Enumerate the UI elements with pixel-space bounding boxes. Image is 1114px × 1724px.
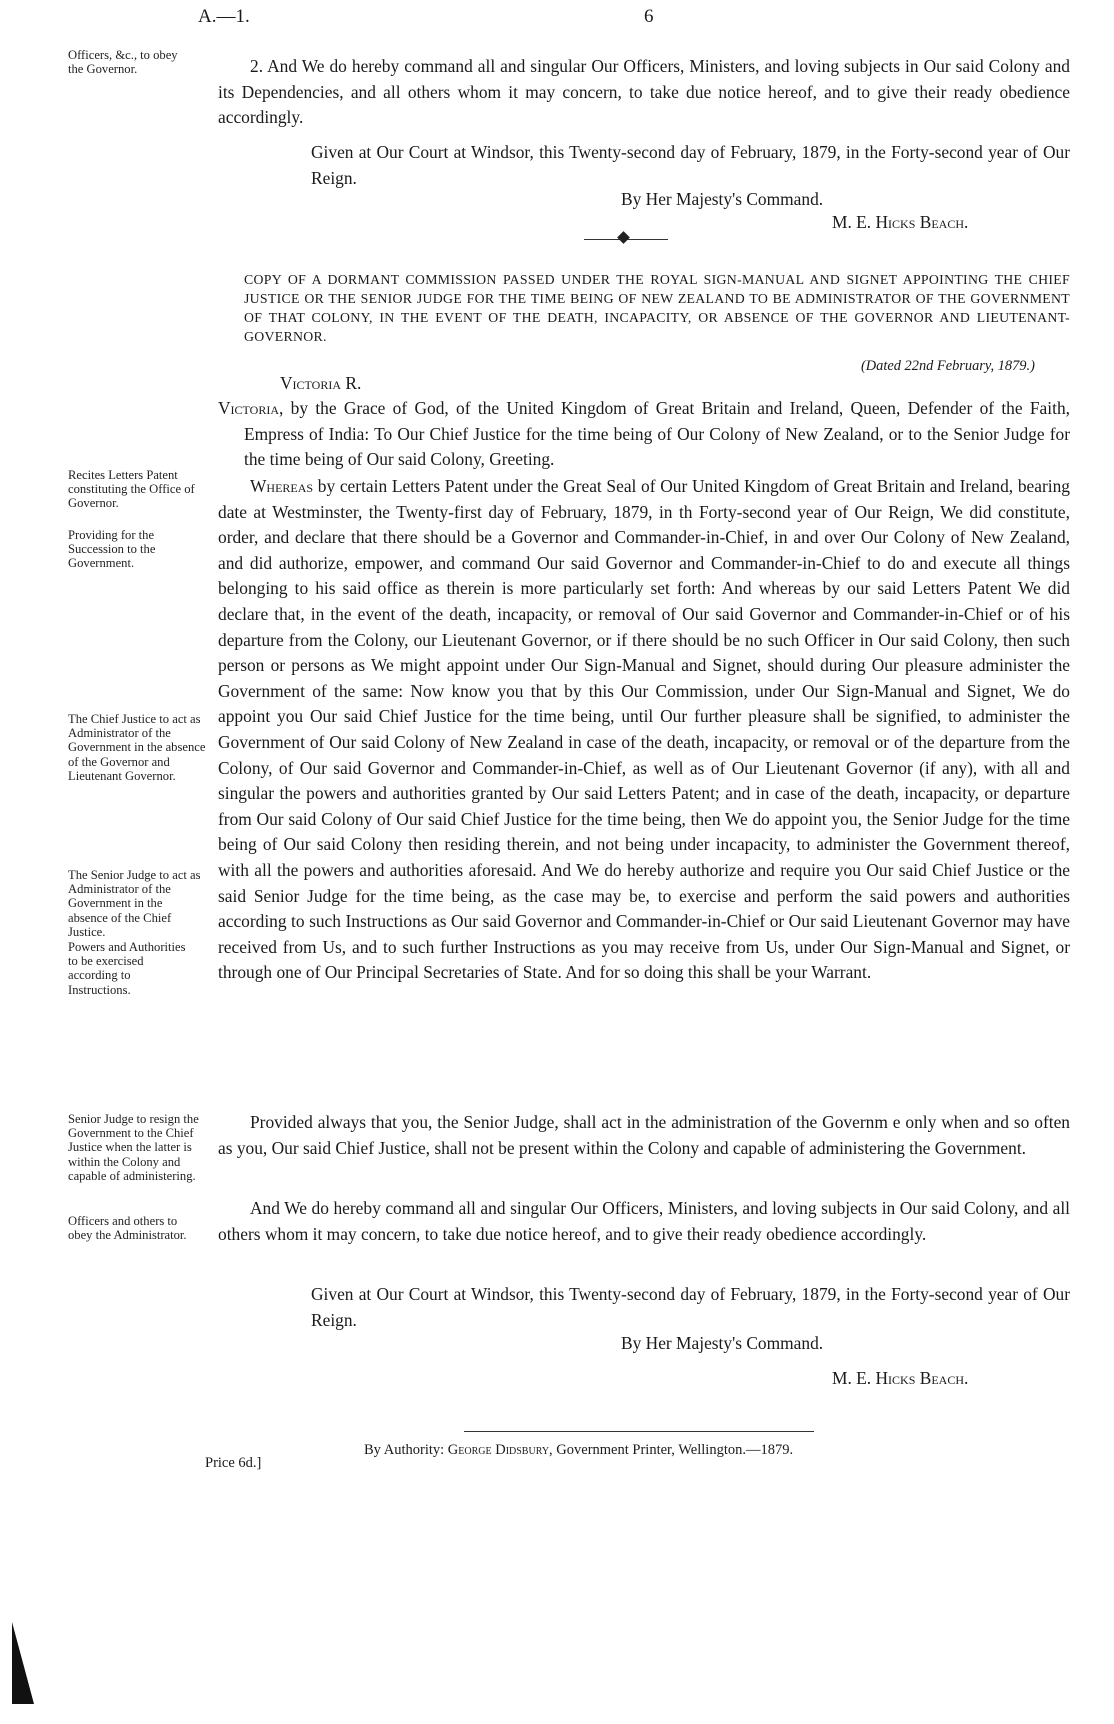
margin-note-officers-admin: Officers and others to obey the Administrator.: [68, 1214, 187, 1243]
margin-note-chief-justice: The Chief Justice to act as Administrator of the Government in the absence of the Governor and Lieutenant Governor.: [68, 712, 206, 783]
signature-2: M. E. Hicks Beach.: [832, 1368, 969, 1388]
signature-1: M. E. Hicks Beach.: [832, 212, 969, 232]
paragraph-2: 2. And We do hereby command all and singular Our Officers, Ministers, and loving subjects in Our said Colony and its Dependencies, and all others whom it may concern, to take due notice hereof, and to give their ready obedience accordingly.: [218, 56, 1070, 128]
commission-body: [218, 474, 1070, 986]
margin-note-providing: Providing for the Succession to the Government.: [68, 528, 156, 571]
by-command-2: By Her Majesty's Command.: [621, 1333, 824, 1353]
commission-title: COPY OF A DORMANT COMMISSION PASSED UNDER THE ROYAL SIGN-MANUAL AND SIGNET APPOINTING THE CHIEF JUSTICE OR THE SENIOR JUDGE FOR THE TIME BEING OF NEW ZEALAND TO BE ADMINISTRATOR OF THE GOVERNMENT OF THAT COLONY, IN THE EVENT OF THE DEATH, INCAPACITY, OR ABSENCE OF THE GOVERNOR AND LIEUTENANT-GOVERNOR.: [244, 272, 1070, 344]
given-at-windsor-2: Given at Our Court at Windsor, this Twenty-second day of February, 1879, in the Forty-second year of Our Reign.: [311, 1284, 1070, 1330]
margin-note-resign: Senior Judge to resign the Government to the Chief Justice when the latter is within the Colony and capable of administering.: [68, 1112, 199, 1183]
printer-name: George Didsbury: [447, 1442, 550, 1458]
scan-corner-mark: [12, 1622, 34, 1704]
whereas-lead: Whereas: [250, 476, 314, 496]
provided-always-paragraph: Provided always that you, the Senior Judge, shall act in the administration of the Governm e only when and so often as you, Our said Chief Justice, shall not be present within the Colony and capable of administering the Government.: [218, 1112, 1070, 1158]
salutation-lead: Victoria: [218, 398, 280, 418]
given-at-windsor-1: Given at Our Court at Windsor, this Twenty-second day of February, 1879, in the Forty-second year of Our Reign.: [311, 142, 1070, 188]
commission-body-text: by certain Letters Patent under the Great Seal of Our United Kingdom of Great Britain and Ireland, bearing date at Westminster, the Twenty-first day of February, 1879, in th Forty-second year of Our Reign, We did constitute, order, and declare that there should be a Governor and Commander-in-Chief, in and over Our Colony of New Zealand, and did authorize, empower, and command Our said Governor and Commander-in-Chief to do and execute all things belonging to his said office as therein is more particularly set forth: And whereas by our said Letters Patent We did declare that, in the event of the death, incapacity, or removal of Our said Governor and Commander-in-Chief or of his departure from the Colony, our Lieutenant Governor, or if there should be no such Officer in Our said Colony, then such person or persons as We might appoint under Our Sign-Manual and Signet, should during Our pleasure administer the Government of the same: Now know you that by this Our Commission, under Our Sign-Manual and Signet, We do appoint you Our said Chief Justice for the time being, until Our further pleasure shall be signified, to administer the Government of Our said Colony of New Zealand in case of the death, incapacity, or removal or of the departure from the Colony, of Our said Governor and Commander-in-Chief, as well as of Our Lieutenant Governor (if any), with all and singular the powers and authorities granted by Our said Letters Patent; and in case of the death, incapacity, or departure from Our said Colony of Our said Chief Justice for the time being, then We do appoint you, the Senior Judge for the time being of Our said Colony then residing therein, and not being under incapacity, to administer the Government thereof, with all the powers and authorities aforesaid. And We do hereby authorize and require you Our said Chief Justice or the said Senior Judge for the time being, as the case may be, to exercise and perform the said powers and authorities according to such Instructions as Our said Governor and Commander-in-Chief or Our said Lieutenant Governor may have received from Us, and to such further Instructions as you may receive from Us, under Our Sign-Manual and Signet, or through one of Our Principal Secretaries of State. And for so doing this shall be your Warrant.: [218, 476, 1070, 983]
authority-lead: By Authority:: [364, 1442, 445, 1458]
salutation-text: , by the Grace of God, of the United Kingdom of Great Britain and Ireland, Queen, Defender of the Faith, Empress of India: To Our Chief Justice for the time being of Our Colony of New Zealand, or to the Senior Judge for the time being of Our said Colony, Greeting.: [244, 398, 1070, 470]
margin-note-officers-obey: Officers, &c., to obey the Governor.: [68, 48, 178, 77]
margin-note-powers: Powers and Authorities to be exercised according to Instructions.: [68, 940, 186, 997]
victoria-r: Victoria R.: [280, 373, 362, 393]
command-paragraph: And We do hereby command all and singular Our Officers, Ministers, and loving subjects in Our said Colony, and all others whom it may concern, to take due notice hereof, and to give their ready obedience accordingly.: [218, 1198, 1070, 1244]
page-number: 6: [644, 6, 654, 27]
commission-date: (Dated 22nd February, 1879.): [861, 358, 1035, 374]
printer-rest: , Government Printer, Wellington.—1879.: [549, 1442, 794, 1458]
paper-reference: A.—1.: [198, 6, 250, 27]
margin-note-senior-judge: The Senior Judge to act as Administrator of the Government in the absence of the Chief Justice.: [68, 868, 201, 939]
separator-diamond-icon: [617, 231, 630, 244]
footer-rule: [464, 1431, 814, 1432]
margin-note-recites: Recites Letters Patent constituting the Office of Governor.: [68, 468, 195, 511]
by-command-1: By Her Majesty's Command.: [621, 189, 824, 209]
printer-imprint: [364, 1442, 793, 1459]
price: Price 6d.]: [205, 1455, 262, 1471]
salutation-paragraph: [218, 396, 1070, 473]
